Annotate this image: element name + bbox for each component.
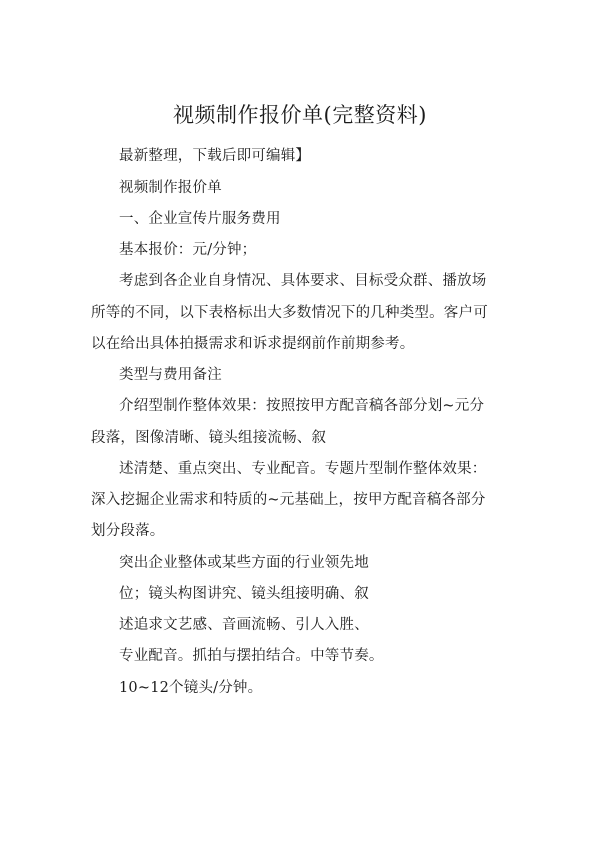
paragraph-line: 以在给出具体拍摄需求和诉求提纲前作前期参考。: [91, 336, 415, 352]
paragraph-line: 最新整理，下载后即可编辑】: [119, 148, 311, 164]
paragraph-line: 所等的不同，以下表格标出大多数情况下的几种类型。客户可: [91, 305, 488, 321]
paragraph-line: 突出企业整体或某些方面的行业领先地: [119, 555, 369, 571]
paragraph-line: 介绍型制作整体效果：按照按甲方配音稿各部分划~元分: [119, 398, 485, 414]
paragraph-line: 段落，图像清晰、镜头组接流畅、叙: [91, 430, 327, 446]
paragraph-line: 述清楚、重点突出、专业配音。专题片型制作整体效果：: [119, 461, 487, 477]
paragraph-line: 专业配音。抓拍与摆拍结合。中等节奏。: [119, 648, 384, 664]
paragraph-line: 述追求文艺感、音画流畅、引人入胜、: [119, 617, 369, 633]
paragraph-line: 深入挖掘企业需求和特质的~元基础上，按甲方配音稿各部分: [91, 492, 486, 508]
paragraph-line: 视频制作报价单: [119, 180, 222, 196]
paragraph-line: 位；镜头构图讲究、镜头组接明确、叙: [119, 586, 369, 602]
paragraph-line: 基本报价：元/分钟；: [119, 242, 257, 258]
paragraph-line: 划分段落。: [91, 523, 165, 539]
paragraph-line: 10~12个镜头/分钟。: [119, 680, 263, 696]
paragraph-line: 类型与费用备注: [119, 367, 222, 383]
section-heading: 一、企业宣传片服务费用: [119, 211, 281, 227]
paragraph-line: 考虑到各企业自身情况、具体要求、目标受众群、播放场: [119, 273, 487, 289]
document-title: 视频制作报价单(完整资料): [173, 103, 427, 127]
